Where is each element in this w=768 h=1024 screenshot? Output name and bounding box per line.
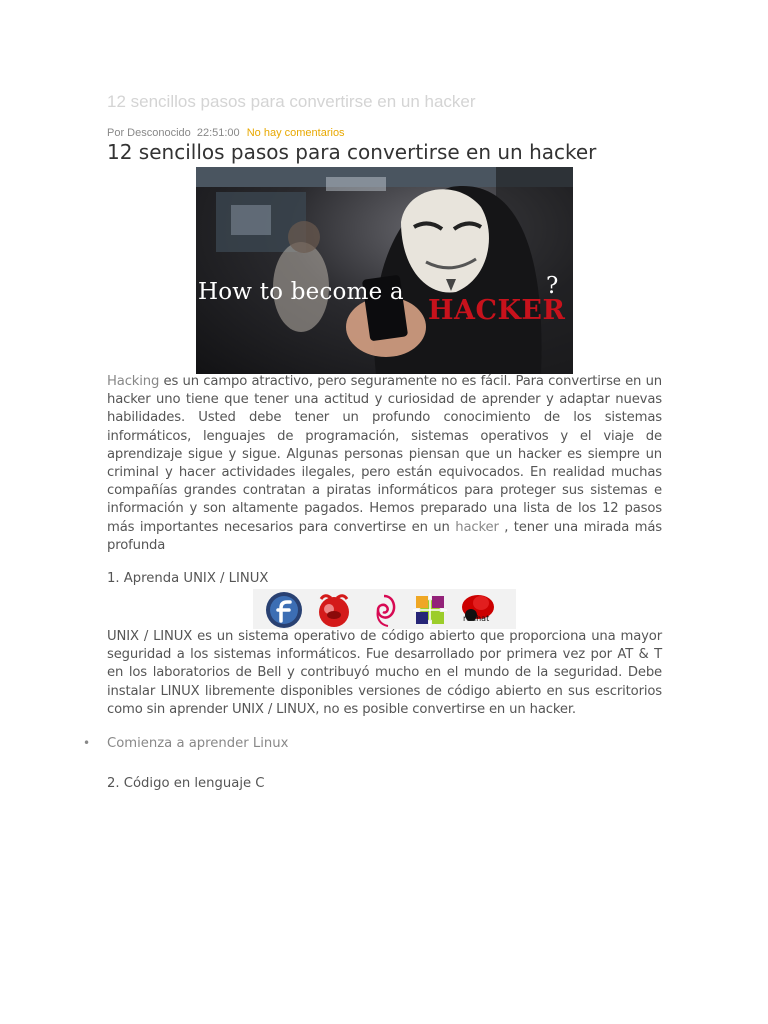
- intro-paragraph: [107, 373, 662, 555]
- distro-logos-strip: [253, 589, 516, 629]
- redhat-logo-icon: [459, 591, 497, 629]
- hacker-photo-illustration: [196, 167, 573, 374]
- post-header-title[interactable]: 12 sencillos pasos para convertirse en un hacker: [107, 92, 476, 111]
- intro-text-b: , tener una mirada más profunda: [107, 519, 662, 553]
- centos-logo-icon: [411, 591, 449, 629]
- hero-caption: How to become a: [198, 279, 404, 305]
- hacker-link[interactable]: hacker: [455, 519, 499, 535]
- learn-linux-link[interactable]: Comienza a aprender Linux: [107, 736, 289, 751]
- freebsd-logo-icon: [315, 591, 353, 629]
- post-time: 22:51:00: [196, 127, 240, 139]
- bullet-icon: •: [83, 736, 91, 750]
- comments-link[interactable]: No hay comentarios: [246, 127, 345, 139]
- post-author: Por Desconocido: [107, 127, 191, 139]
- hero-caption-highlight: HACKER: [428, 295, 566, 326]
- redhat-label: redhat: [463, 614, 490, 623]
- intro-text-a: es un campo atractivo, pero seguramente no es fácil. Para convertirse en un hacker uno tiene que tener una actitud y curiosidad de aprender y adaptar nuevas habilidades. Usted debe tener un profundo conocimiento de los sistemas informáticos, lenguajes de programación, sistemas operativos y el viaje de aprendizaje sigue y sigue. Algunas personas piensan que un hacker es siempre un criminal y hacer actividades ilegales, pero están equivocados. En realidad muchas compañías grandes contratan a piratas informáticos para proteger sus sistemas e información y son altamente pagados. Hemos preparado una lista de los 12 pasos más importantes necesarios para convertirse en un: [107, 374, 662, 535]
- debian-logo-icon: [364, 591, 402, 629]
- unix-paragraph: UNIX / LINUX es un sistema operativo de código abierto que proporciona una mayor seguridad a los sistemas informáticos. Fue desarrollado por primera vez por AT & T en los laboratorios de Bell y contribuyó mucho en el mundo de la seguridad. Debe instalar LINUX libremente disponibles versiones de código abierto en sus escritorios como sin aprender UNIX / LINUX, no es posible convertirse en un hacker.: [107, 629, 662, 717]
- hacking-link[interactable]: Hacking: [107, 374, 160, 389]
- list-item: [83, 736, 288, 751]
- post-title: 12 sencillos pasos para convertirse en un hacker: [107, 140, 597, 164]
- fedora-logo-icon: [265, 591, 303, 629]
- hero-image: [196, 167, 573, 374]
- step-1-heading: 1. Aprenda UNIX / LINUX: [107, 571, 269, 586]
- post-meta: [107, 127, 345, 139]
- step-2-heading: 2. Código en lenguaje C: [107, 776, 265, 791]
- hero-caption-mark: ?: [546, 273, 559, 299]
